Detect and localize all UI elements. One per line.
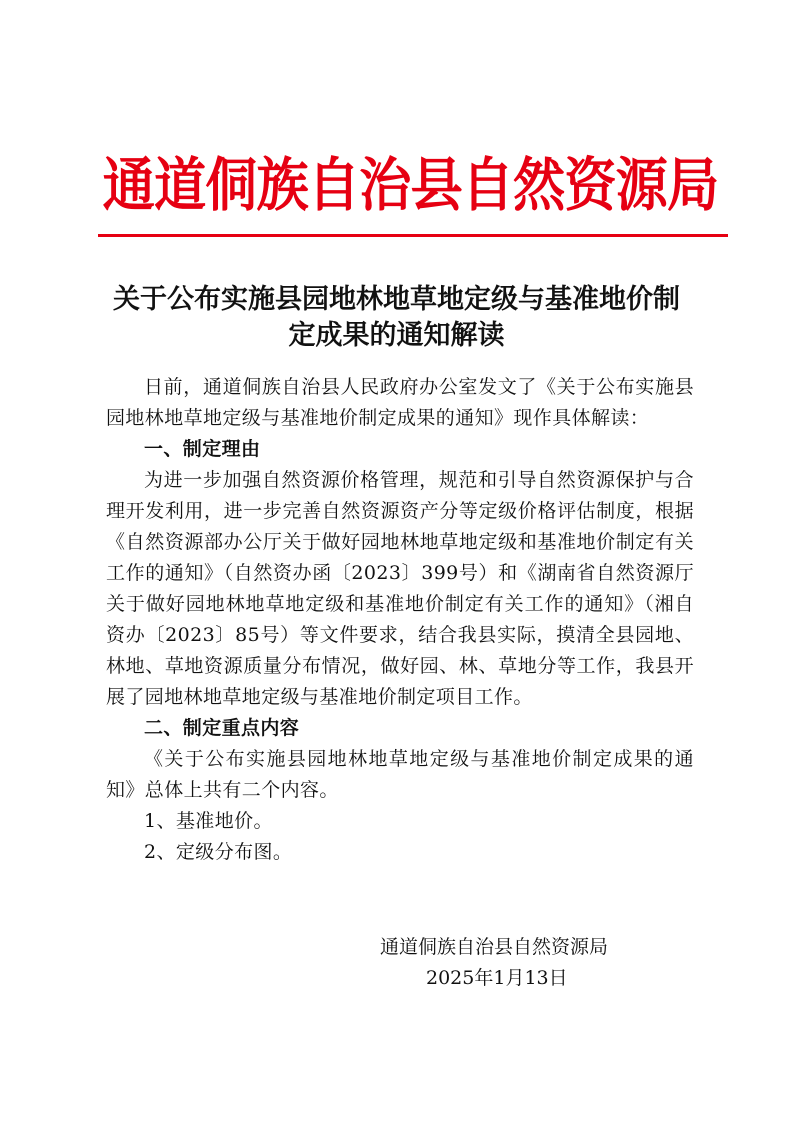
document-title: 关于公布实施县园地林地草地定级与基准地价制定成果的通知解读 xyxy=(113,284,680,351)
signature-date: 2025年1月13日 xyxy=(426,967,568,989)
section-1-heading: 一、制定理由 xyxy=(144,438,261,460)
section-2-heading: 二、制定重点内容 xyxy=(144,717,300,739)
document-body xyxy=(106,372,694,868)
section-1-paragraph: 为进一步加强自然资源价格管理，规范和引导自然资源保护与合理开发利用，进一步完善自然资源资产分等定级价格评估制度，根据《自然资源部办公厅关于做好园地林地草地定级和基准地价制定有关工作的通知》（自然资办函〔2023〕399号）和《湖南省自然资源厅关于做好园地林地草地定级和基准地价制定有关工作的通知》（湘自资办〔2023〕85号）等文件要求，结合我县实际，摸清全县园地、林地、草地资源质量分布情况，做好园、林、草地分等工作，我县开展了园地林地草地定级与基准地价制定项目工作。 xyxy=(106,469,694,708)
signature-org: 通道侗族自治县自然资源局 xyxy=(380,936,609,958)
intro-paragraph: 日前，通道侗族自治县人民政府办公室发文了《关于公布实施县园地林地草地定级与基准地价制定成果的通知》现作具体解读： xyxy=(106,376,694,429)
list-item-1: 1、基准地价。 xyxy=(144,810,273,832)
signature-block xyxy=(380,932,660,994)
header-red-rule xyxy=(98,234,728,237)
header-org-title: 通道侗族自治县自然资源局 xyxy=(102,151,719,219)
section-2-paragraph: 《关于公布实施县园地林地草地定级与基准地价制定成果的通知》总体上共有二个内容。 xyxy=(106,748,694,801)
list-item-2: 2、定级分布图。 xyxy=(144,841,293,863)
